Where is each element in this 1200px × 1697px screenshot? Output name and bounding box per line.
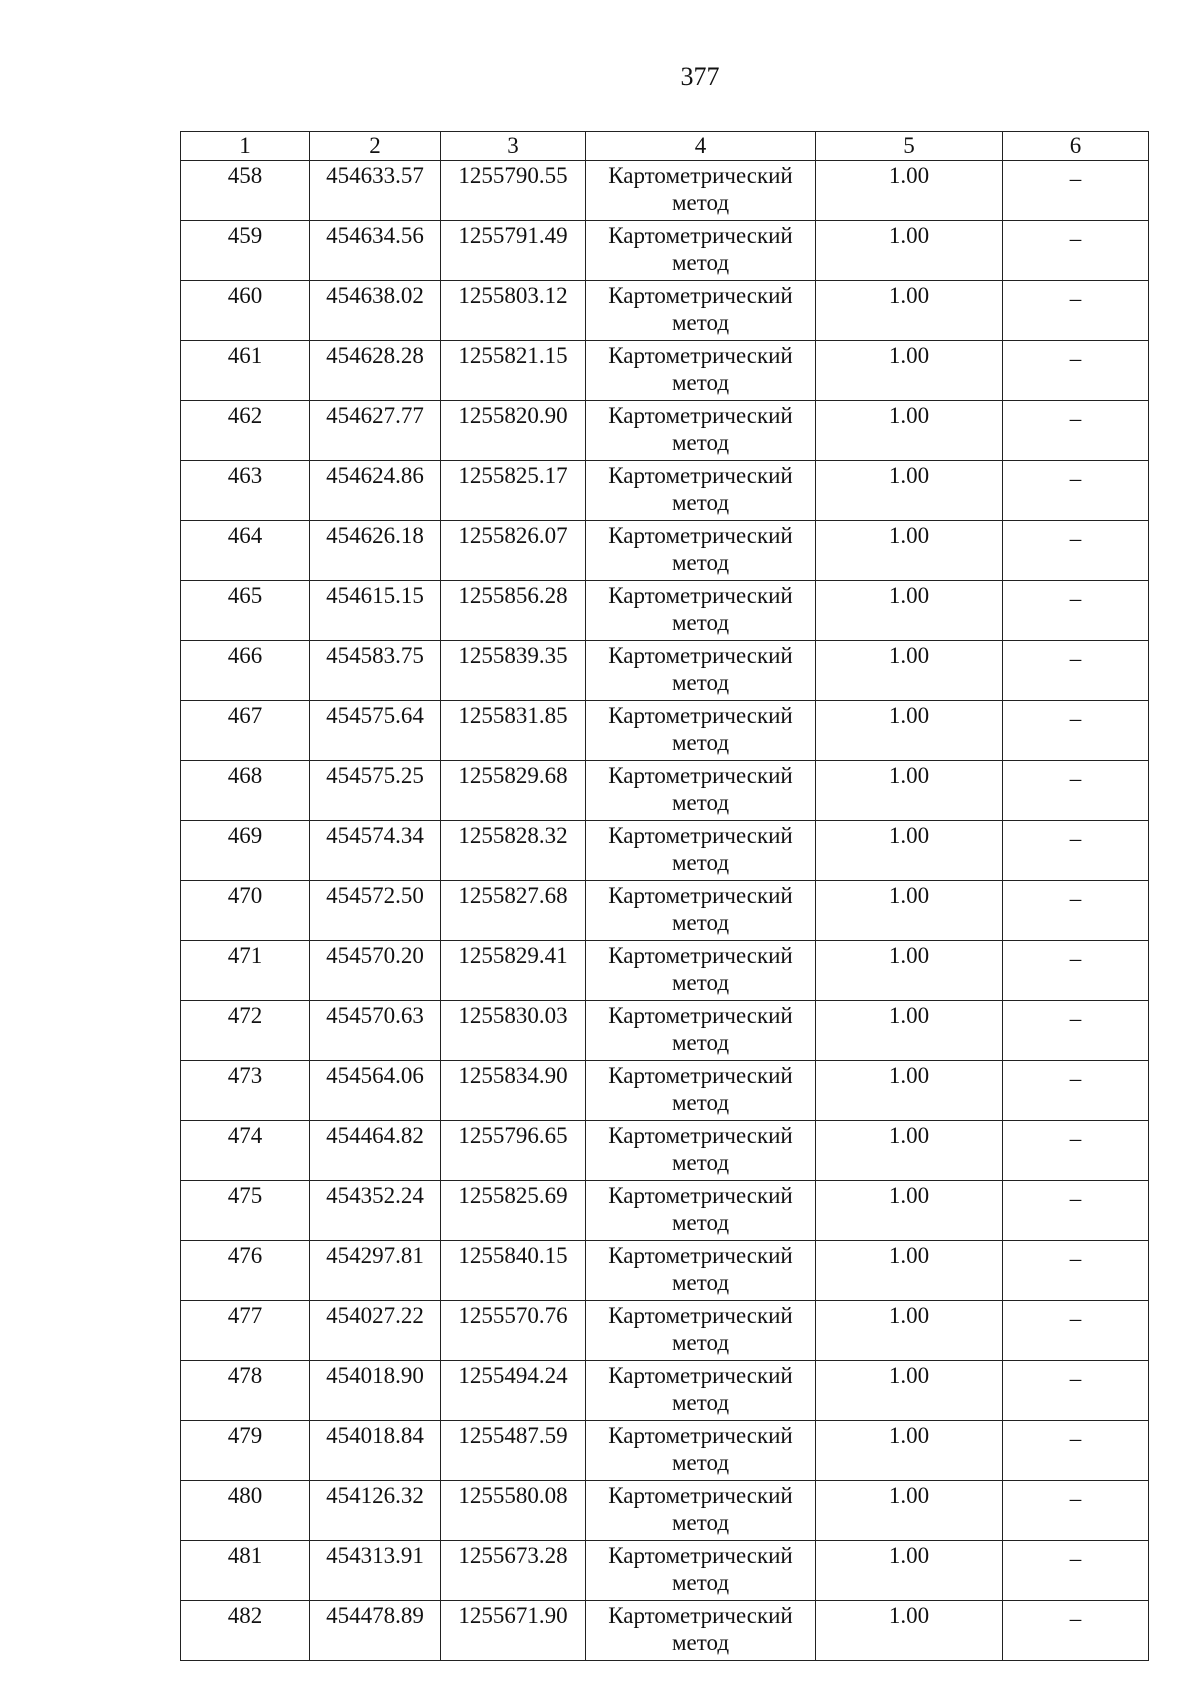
x-coordinate-cell: 454478.89 xyxy=(310,1601,441,1661)
y-coordinate-cell: 1255834.90 xyxy=(441,1061,586,1121)
x-coordinate-cell: 454638.02 xyxy=(310,281,441,341)
x-coordinate-cell: 454018.84 xyxy=(310,1421,441,1481)
table-row xyxy=(181,821,1149,881)
y-coordinate-cell: 1255580.08 xyxy=(441,1481,586,1541)
x-coordinate-cell: 454633.57 xyxy=(310,161,441,221)
column-header: 5 xyxy=(816,132,1003,161)
table-row xyxy=(181,761,1149,821)
x-coordinate-cell: 454615.15 xyxy=(310,581,441,641)
note-cell: – xyxy=(1003,1601,1149,1661)
x-coordinate-cell: 454570.63 xyxy=(310,1001,441,1061)
accuracy-cell: 1.00 xyxy=(816,341,1003,401)
note-cell: – xyxy=(1003,1241,1149,1301)
method-cell: Картометрический метод xyxy=(586,221,816,281)
x-coordinate-cell: 454626.18 xyxy=(310,521,441,581)
accuracy-cell: 1.00 xyxy=(816,1601,1003,1661)
accuracy-cell: 1.00 xyxy=(816,701,1003,761)
page-number: 377 xyxy=(680,62,720,91)
table-body xyxy=(181,161,1149,1661)
point-number-cell: 476 xyxy=(181,1241,310,1301)
y-coordinate-cell: 1255803.12 xyxy=(441,281,586,341)
method-cell: Картометрический метод xyxy=(586,1121,816,1181)
method-cell: Картометрический метод xyxy=(586,881,816,941)
table-row xyxy=(181,1601,1149,1661)
x-coordinate-cell: 454352.24 xyxy=(310,1181,441,1241)
accuracy-cell: 1.00 xyxy=(816,1241,1003,1301)
method-cell: Картометрический метод xyxy=(586,521,816,581)
point-number-cell: 465 xyxy=(181,581,310,641)
point-number-cell: 468 xyxy=(181,761,310,821)
accuracy-cell: 1.00 xyxy=(816,641,1003,701)
point-number-cell: 473 xyxy=(181,1061,310,1121)
table-row xyxy=(181,581,1149,641)
accuracy-cell: 1.00 xyxy=(816,941,1003,1001)
accuracy-cell: 1.00 xyxy=(816,581,1003,641)
x-coordinate-cell: 454634.56 xyxy=(310,221,441,281)
table-row xyxy=(181,1301,1149,1361)
note-cell: – xyxy=(1003,641,1149,701)
table-row xyxy=(181,1121,1149,1181)
x-coordinate-cell: 454574.34 xyxy=(310,821,441,881)
x-coordinate-cell: 454564.06 xyxy=(310,1061,441,1121)
point-number-cell: 477 xyxy=(181,1301,310,1361)
method-cell: Картометрический метод xyxy=(586,701,816,761)
y-coordinate-cell: 1255570.76 xyxy=(441,1301,586,1361)
accuracy-cell: 1.00 xyxy=(816,761,1003,821)
y-coordinate-cell: 1255830.03 xyxy=(441,1001,586,1061)
accuracy-cell: 1.00 xyxy=(816,1301,1003,1361)
point-number-cell: 475 xyxy=(181,1181,310,1241)
note-cell: – xyxy=(1003,821,1149,881)
x-coordinate-cell: 454583.75 xyxy=(310,641,441,701)
table-row xyxy=(181,881,1149,941)
note-cell: – xyxy=(1003,1181,1149,1241)
point-number-cell: 471 xyxy=(181,941,310,1001)
column-header: 4 xyxy=(586,132,816,161)
y-coordinate-cell: 1255494.24 xyxy=(441,1361,586,1421)
y-coordinate-cell: 1255791.49 xyxy=(441,221,586,281)
x-coordinate-cell: 454126.32 xyxy=(310,1481,441,1541)
accuracy-cell: 1.00 xyxy=(816,161,1003,221)
accuracy-cell: 1.00 xyxy=(816,1121,1003,1181)
table-row xyxy=(181,461,1149,521)
accuracy-cell: 1.00 xyxy=(816,221,1003,281)
method-cell: Картометрический метод xyxy=(586,761,816,821)
method-cell: Картометрический метод xyxy=(586,281,816,341)
x-coordinate-cell: 454027.22 xyxy=(310,1301,441,1361)
y-coordinate-cell: 1255825.69 xyxy=(441,1181,586,1241)
x-coordinate-cell: 454624.86 xyxy=(310,461,441,521)
method-cell: Картометрический метод xyxy=(586,1241,816,1301)
method-cell: Картометрический метод xyxy=(586,1541,816,1601)
point-number-cell: 460 xyxy=(181,281,310,341)
point-number-cell: 464 xyxy=(181,521,310,581)
point-number-cell: 458 xyxy=(181,161,310,221)
y-coordinate-cell: 1255829.41 xyxy=(441,941,586,1001)
table-row xyxy=(181,161,1149,221)
point-number-cell: 461 xyxy=(181,341,310,401)
y-coordinate-cell: 1255826.07 xyxy=(441,521,586,581)
note-cell: – xyxy=(1003,761,1149,821)
note-cell: – xyxy=(1003,1301,1149,1361)
y-coordinate-cell: 1255839.35 xyxy=(441,641,586,701)
table-row xyxy=(181,521,1149,581)
y-coordinate-cell: 1255856.28 xyxy=(441,581,586,641)
table-row xyxy=(181,401,1149,461)
x-coordinate-cell: 454575.64 xyxy=(310,701,441,761)
x-coordinate-cell: 454464.82 xyxy=(310,1121,441,1181)
note-cell: – xyxy=(1003,341,1149,401)
method-cell: Картометрический метод xyxy=(586,461,816,521)
note-cell: – xyxy=(1003,221,1149,281)
point-number-cell: 481 xyxy=(181,1541,310,1601)
x-coordinate-cell: 454628.28 xyxy=(310,341,441,401)
accuracy-cell: 1.00 xyxy=(816,461,1003,521)
y-coordinate-cell: 1255840.15 xyxy=(441,1241,586,1301)
method-cell: Картометрический метод xyxy=(586,1601,816,1661)
table-row xyxy=(181,1241,1149,1301)
y-coordinate-cell: 1255821.15 xyxy=(441,341,586,401)
y-coordinate-cell: 1255831.85 xyxy=(441,701,586,761)
method-cell: Картометрический метод xyxy=(586,341,816,401)
table-row xyxy=(181,1541,1149,1601)
y-coordinate-cell: 1255829.68 xyxy=(441,761,586,821)
x-coordinate-cell: 454313.91 xyxy=(310,1541,441,1601)
accuracy-cell: 1.00 xyxy=(816,1001,1003,1061)
accuracy-cell: 1.00 xyxy=(816,401,1003,461)
method-cell: Картометрический метод xyxy=(586,1361,816,1421)
point-number-cell: 459 xyxy=(181,221,310,281)
point-number-cell: 469 xyxy=(181,821,310,881)
accuracy-cell: 1.00 xyxy=(816,1061,1003,1121)
x-coordinate-cell: 454570.20 xyxy=(310,941,441,1001)
method-cell: Картометрический метод xyxy=(586,401,816,461)
method-cell: Картометрический метод xyxy=(586,1061,816,1121)
note-cell: – xyxy=(1003,581,1149,641)
note-cell: – xyxy=(1003,1421,1149,1481)
accuracy-cell: 1.00 xyxy=(816,281,1003,341)
note-cell: – xyxy=(1003,521,1149,581)
note-cell: – xyxy=(1003,701,1149,761)
accuracy-cell: 1.00 xyxy=(816,1541,1003,1601)
table-row xyxy=(181,221,1149,281)
x-coordinate-cell: 454572.50 xyxy=(310,881,441,941)
point-number-cell: 472 xyxy=(181,1001,310,1061)
table-row xyxy=(181,1361,1149,1421)
note-cell: – xyxy=(1003,941,1149,1001)
note-cell: – xyxy=(1003,1541,1149,1601)
x-coordinate-cell: 454018.90 xyxy=(310,1361,441,1421)
method-cell: Картометрический метод xyxy=(586,161,816,221)
column-header: 6 xyxy=(1003,132,1149,161)
point-number-cell: 479 xyxy=(181,1421,310,1481)
note-cell: – xyxy=(1003,161,1149,221)
point-number-cell: 480 xyxy=(181,1481,310,1541)
point-number-cell: 474 xyxy=(181,1121,310,1181)
coordinates-table xyxy=(180,131,1149,1661)
accuracy-cell: 1.00 xyxy=(816,821,1003,881)
y-coordinate-cell: 1255673.28 xyxy=(441,1541,586,1601)
table-header-row xyxy=(181,132,1149,161)
note-cell: – xyxy=(1003,461,1149,521)
note-cell: – xyxy=(1003,881,1149,941)
y-coordinate-cell: 1255671.90 xyxy=(441,1601,586,1661)
column-header: 1 xyxy=(181,132,310,161)
point-number-cell: 466 xyxy=(181,641,310,701)
accuracy-cell: 1.00 xyxy=(816,1421,1003,1481)
x-coordinate-cell: 454575.25 xyxy=(310,761,441,821)
note-cell: – xyxy=(1003,1001,1149,1061)
column-header: 3 xyxy=(441,132,586,161)
table-row xyxy=(181,941,1149,1001)
accuracy-cell: 1.00 xyxy=(816,1181,1003,1241)
y-coordinate-cell: 1255796.65 xyxy=(441,1121,586,1181)
method-cell: Картометрический метод xyxy=(586,1301,816,1361)
coordinates-table-container xyxy=(180,131,1148,1661)
method-cell: Картометрический метод xyxy=(586,581,816,641)
point-number-cell: 467 xyxy=(181,701,310,761)
x-coordinate-cell: 454297.81 xyxy=(310,1241,441,1301)
note-cell: – xyxy=(1003,401,1149,461)
y-coordinate-cell: 1255827.68 xyxy=(441,881,586,941)
method-cell: Картометрический метод xyxy=(586,941,816,1001)
note-cell: – xyxy=(1003,1121,1149,1181)
point-number-cell: 463 xyxy=(181,461,310,521)
table-row xyxy=(181,281,1149,341)
table-row xyxy=(181,701,1149,761)
accuracy-cell: 1.00 xyxy=(816,521,1003,581)
point-number-cell: 482 xyxy=(181,1601,310,1661)
note-cell: – xyxy=(1003,1061,1149,1121)
table-row xyxy=(181,1421,1149,1481)
table-row xyxy=(181,1181,1149,1241)
method-cell: Картометрический метод xyxy=(586,1181,816,1241)
point-number-cell: 462 xyxy=(181,401,310,461)
table-row xyxy=(181,641,1149,701)
table-row xyxy=(181,1001,1149,1061)
table-row xyxy=(181,1481,1149,1541)
note-cell: – xyxy=(1003,1481,1149,1541)
accuracy-cell: 1.00 xyxy=(816,1481,1003,1541)
y-coordinate-cell: 1255828.32 xyxy=(441,821,586,881)
table-row xyxy=(181,1061,1149,1121)
note-cell: – xyxy=(1003,281,1149,341)
method-cell: Картометрический метод xyxy=(586,1481,816,1541)
y-coordinate-cell: 1255790.55 xyxy=(441,161,586,221)
point-number-cell: 478 xyxy=(181,1361,310,1421)
y-coordinate-cell: 1255825.17 xyxy=(441,461,586,521)
point-number-cell: 470 xyxy=(181,881,310,941)
note-cell: – xyxy=(1003,1361,1149,1421)
table-row xyxy=(181,341,1149,401)
method-cell: Картометрический метод xyxy=(586,1001,816,1061)
accuracy-cell: 1.00 xyxy=(816,1361,1003,1421)
x-coordinate-cell: 454627.77 xyxy=(310,401,441,461)
accuracy-cell: 1.00 xyxy=(816,881,1003,941)
method-cell: Картометрический метод xyxy=(586,1421,816,1481)
method-cell: Картометрический метод xyxy=(586,821,816,881)
y-coordinate-cell: 1255487.59 xyxy=(441,1421,586,1481)
method-cell: Картометрический метод xyxy=(586,641,816,701)
y-coordinate-cell: 1255820.90 xyxy=(441,401,586,461)
column-header: 2 xyxy=(310,132,441,161)
